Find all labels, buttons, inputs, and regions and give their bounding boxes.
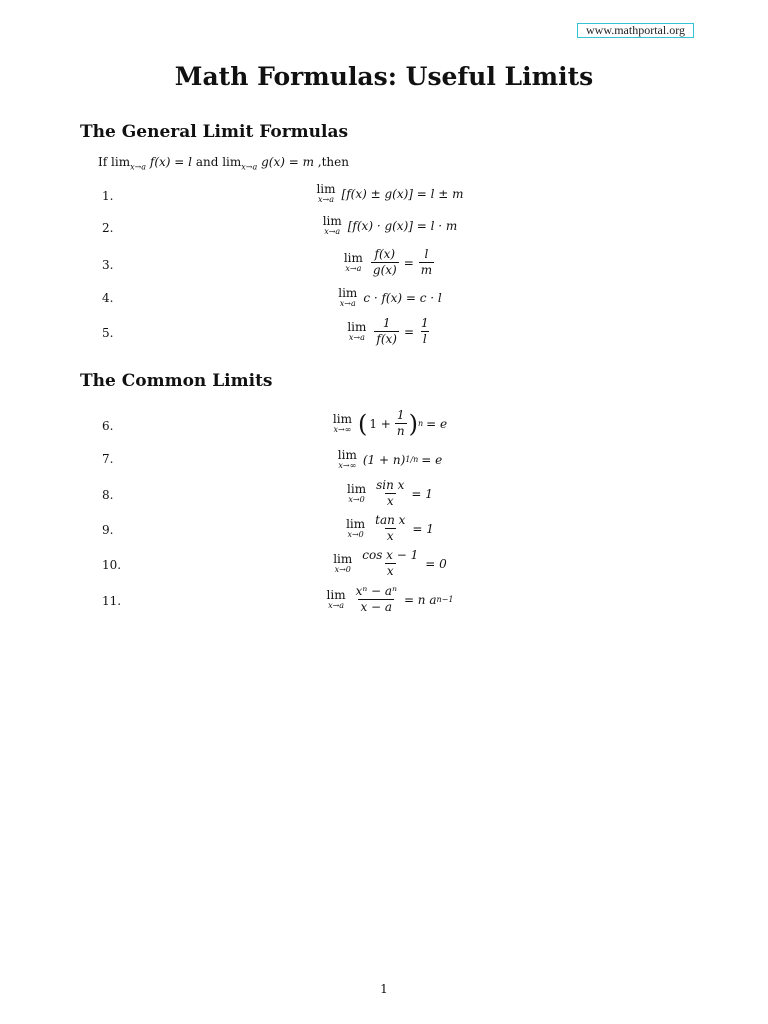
right-paren: ) <box>408 409 418 438</box>
fraction: $\frac{\text{tan x}}{x}$ <box>375 513 406 543</box>
formula-number: 4. <box>102 291 114 305</box>
limit-operator: lim x→a <box>347 320 367 342</box>
formula-number: 5. <box>102 326 114 340</box>
formula-number: 7. <box>102 452 114 466</box>
limit-operator: lim x→0 <box>333 552 353 574</box>
fraction: $\frac{1}{f(x)}$ <box>376 316 397 346</box>
formula-6 <box>160 409 620 438</box>
limit-operator: lim x→∞ <box>337 448 357 470</box>
formula-expression: c · f(x) = c · l <box>363 290 442 305</box>
formula-term: 1 + <box>369 416 391 431</box>
formula-rhs: = 1 <box>411 486 433 501</box>
limit-operator: lim x→0 <box>347 482 367 504</box>
formula-number: 9. <box>102 523 114 537</box>
limit-operator: lim x→∞ <box>332 412 352 434</box>
formula-number: 10. <box>102 558 122 572</box>
formula-5: lim x→a $\frac{1}{f(x)}$ = $\frac{1}{l}$ <box>347 316 429 346</box>
intro-lim-sub-1: x→a <box>130 162 147 172</box>
intro-expr-2: g(x) = m <box>261 155 314 169</box>
intro-if: If <box>98 155 108 169</box>
formula-number: 8. <box>102 488 114 502</box>
formula-1 <box>160 183 620 204</box>
intro-expr-1: f(x) = l <box>149 155 192 169</box>
fraction: $\frac{l}{m}$ <box>420 247 433 277</box>
formula-number: 1. <box>102 189 114 203</box>
limit-operator: lim x→a <box>338 286 358 308</box>
limit-operator: lim x→0 <box>346 517 366 539</box>
left-paren: ( <box>357 409 368 438</box>
formula-8 <box>160 479 620 508</box>
formula-10 <box>160 549 620 578</box>
formula-number: 11. <box>102 594 122 608</box>
intro-then: ,then <box>317 155 349 169</box>
formula-4 <box>160 287 620 308</box>
exponent: n <box>417 418 424 428</box>
fraction: $\frac{1}{l}$ <box>421 316 429 346</box>
formula-3: lim x→a $\frac{f(x)}{g(x)}$ = $\frac{l}{m}$ <box>343 247 433 277</box>
exponent: 1/n <box>405 454 419 464</box>
formula-rhs: = n a <box>403 592 437 607</box>
fraction: $\frac{\text{cos x − 1}}{x}$ <box>362 548 419 578</box>
fraction: $\frac{\text{sin x}}{x}$ <box>376 478 405 508</box>
limit-operator: lim x→a <box>316 182 336 204</box>
intro-lim-sub-2: x→a <box>241 162 258 172</box>
intro-and: and <box>195 155 219 169</box>
formula-9 <box>160 514 620 543</box>
formula-2 <box>160 215 620 236</box>
mathportal-link[interactable]: www.mathportal.org <box>577 23 694 38</box>
limit-operator: lim x→a <box>326 588 346 610</box>
page-title: Math Formulas: Useful Limits <box>174 62 594 91</box>
formula-7 <box>160 449 620 470</box>
formula-rhs: = 1 <box>412 521 434 536</box>
formula-number: 6. <box>102 419 114 433</box>
fraction: $\frac{f(x)}{g(x)}$ <box>372 247 397 277</box>
formula-number: 3. <box>102 258 114 272</box>
fraction: $\frac{\text{xⁿ − aⁿ}}{x - a}$ <box>355 584 397 614</box>
limit-operator: lim x→a <box>322 214 342 236</box>
formula-expression: [f(x) ± g(x)] = l ± m <box>341 186 464 201</box>
intro-lim-1: lim <box>111 155 131 169</box>
formula-expression: [f(x) · g(x)] = l · m <box>347 218 458 233</box>
formula-rhs: = e <box>426 416 448 431</box>
formula-11 <box>160 585 620 614</box>
section-heading-general: The General Limit Formulas <box>80 122 349 142</box>
section-heading-common: The Common Limits <box>80 371 273 391</box>
intro-lim-2: lim <box>222 155 242 169</box>
formula-rhs: = 0 <box>425 556 447 571</box>
formula-base: (1 + n) <box>362 452 406 467</box>
intro-line <box>98 154 349 175</box>
formula-rhs: = e <box>421 452 443 467</box>
formula-number: 2. <box>102 221 114 235</box>
limit-operator: lim x→a <box>343 251 363 273</box>
exponent: n−1 <box>436 594 454 604</box>
fraction: $\frac{1}{n}$ <box>396 408 405 438</box>
page-number: 1 <box>380 982 388 996</box>
